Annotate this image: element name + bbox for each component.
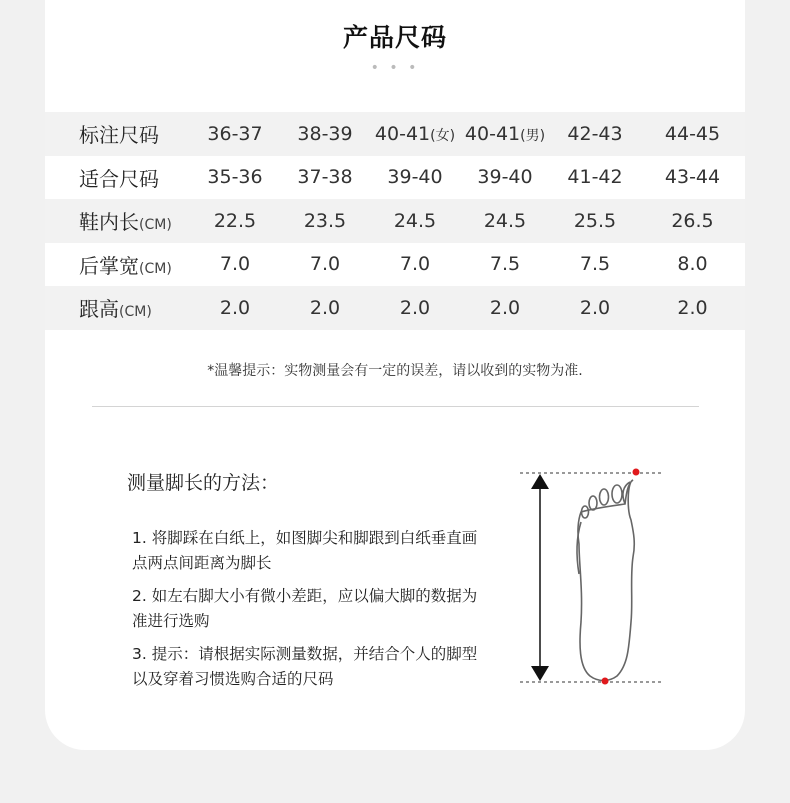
table-cell: 25.5 xyxy=(550,199,640,243)
foot-outline-icon xyxy=(577,480,634,681)
table-cell: 2.0 xyxy=(460,286,550,330)
table-cell: 26.5 xyxy=(640,199,745,243)
table-cell: 44-45 xyxy=(640,112,745,156)
divider xyxy=(92,406,699,407)
table-cell: 2.0 xyxy=(640,286,745,330)
table-cell: 7.0 xyxy=(370,243,460,287)
gender-tag: (男) xyxy=(520,127,546,144)
measurement-note: *温馨提示：实物测量会有一定的误差，请以收到的实物为准. xyxy=(207,363,583,379)
unit-label: (CM) xyxy=(139,260,172,277)
table-cell: 40-41(女) xyxy=(370,112,460,156)
size-card xyxy=(45,0,745,750)
method-title: 测量脚长的方法： xyxy=(127,472,280,494)
table-cell: 42-43 xyxy=(550,112,640,156)
method-step-2: 2. 如左右脚大小有微小差距，应以偏大脚的数据为准进行选购 xyxy=(132,587,478,630)
row-label: 鞋内长(CM) xyxy=(45,199,190,243)
heel-point-icon xyxy=(602,678,609,685)
table-row-heel-height xyxy=(45,286,745,330)
row-label: 适合尺码 xyxy=(45,156,190,200)
table-cell: 8.0 xyxy=(640,243,745,287)
table-cell: 7.0 xyxy=(190,243,280,287)
table-row-heel-width xyxy=(45,243,745,287)
title-dots: • • • xyxy=(370,60,420,76)
method-step-3: 3. 提示：请根据实际测量数据，并结合个人的脚型以及穿着习惯选购合适的尺码 xyxy=(132,645,478,688)
row-label: 后掌宽(CM) xyxy=(45,243,190,287)
table-cell: 2.0 xyxy=(370,286,460,330)
gender-tag: (女) xyxy=(430,127,456,144)
table-cell: 22.5 xyxy=(190,199,280,243)
method-step-1: 1. 将脚踩在白纸上，如图脚尖和脚跟到白纸垂直画点两点间距离为脚长 xyxy=(132,529,478,572)
size-table xyxy=(45,112,745,330)
table-cell: 39-40 xyxy=(370,156,460,200)
unit-label: (CM) xyxy=(139,217,172,234)
table-cell: 35-36 xyxy=(190,156,280,200)
table-row-marked-size xyxy=(45,112,745,156)
table-cell: 2.0 xyxy=(280,286,370,330)
table-cell: 40-41(男) xyxy=(460,112,550,156)
toe-point-icon xyxy=(633,469,640,476)
row-label: 标注尺码 xyxy=(45,112,190,156)
table-cell: 39-40 xyxy=(460,156,550,200)
table-cell: 24.5 xyxy=(370,199,460,243)
foot-measure-diagram xyxy=(515,462,695,694)
table-cell: 2.0 xyxy=(550,286,640,330)
table-cell: 37-38 xyxy=(280,156,370,200)
table-cell: 23.5 xyxy=(280,199,370,243)
table-cell: 2.0 xyxy=(190,286,280,330)
arrow-up-icon xyxy=(531,474,549,489)
table-cell: 7.5 xyxy=(550,243,640,287)
table-cell: 43-44 xyxy=(640,156,745,200)
arrow-down-icon xyxy=(531,666,549,681)
table-cell: 7.0 xyxy=(280,243,370,287)
table-cell: 41-42 xyxy=(550,156,640,200)
unit-label: (CM) xyxy=(119,304,152,321)
table-cell: 36-37 xyxy=(190,112,280,156)
row-label: 跟高(CM) xyxy=(45,286,190,330)
table-cell: 7.5 xyxy=(460,243,550,287)
page-title: 产品尺码 xyxy=(342,23,447,52)
table-row-inner-length xyxy=(45,199,745,243)
table-cell: 38-39 xyxy=(280,112,370,156)
table-row-fit-size xyxy=(45,156,745,200)
table-cell: 24.5 xyxy=(460,199,550,243)
